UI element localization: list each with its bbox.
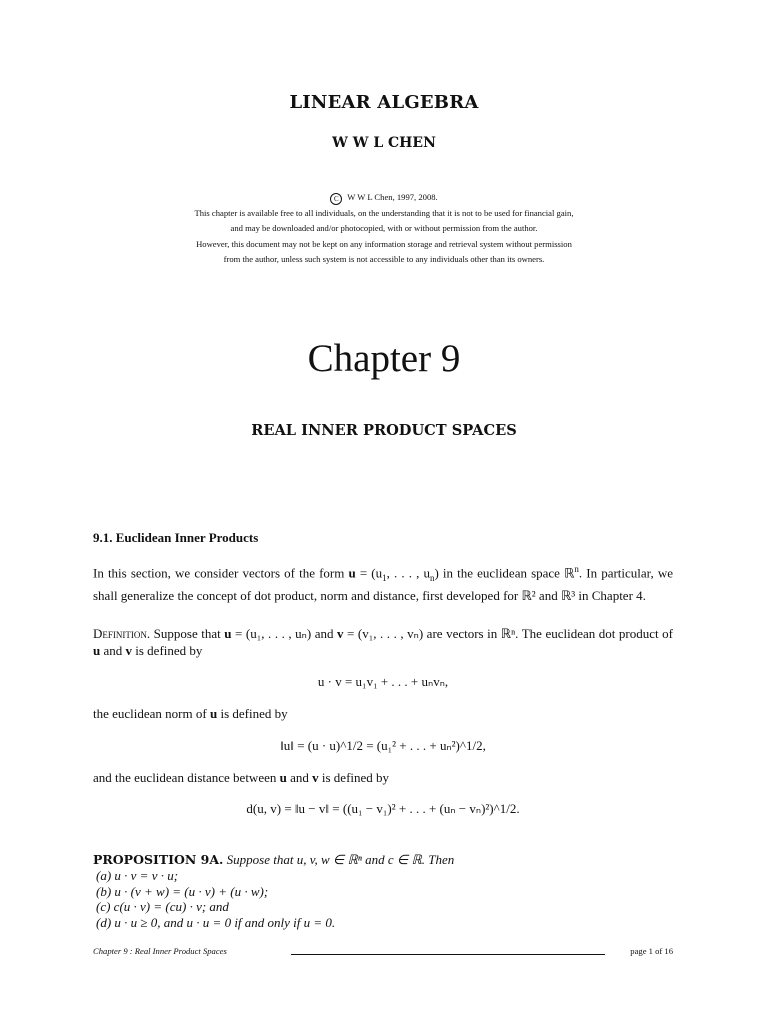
- distance-text-b: and: [286, 770, 313, 785]
- section-heading: 9.1. Euclidean Inner Products: [93, 530, 259, 545]
- proposition-item-c: (c) c(u · v) = (cu) · v; and: [96, 899, 229, 915]
- distance-text-a: and the euclidean distance between: [93, 770, 280, 785]
- definition-text-a: Suppose that: [150, 626, 225, 641]
- definition-label: Definition.: [93, 626, 151, 641]
- notice-line-3: However, this document may not be kept on any information storage and retrieval system without permission: [196, 238, 572, 249]
- para1-text-a: In this section, we consider vectors of the form: [93, 565, 349, 581]
- copyright-text: W W L Chen, 1997, 2008.: [347, 192, 438, 202]
- definition-paragraph: Definition. Suppose that u = (u₁, . . . , uₙ) and v = (v₁, . . . , vₙ) are vectors in ℝⁿ. The euclidean dot product of u and v is defined by: [93, 626, 673, 658]
- definition-text-b: = (u₁, . . . , uₙ) and: [231, 626, 337, 641]
- para1-text-c: , . . . , u: [386, 565, 430, 581]
- proposition-intro: Suppose that u, v, w ∈ ℝⁿ and c ∈ ℝ. Then: [226, 852, 455, 867]
- copyright-notice: [0, 190, 768, 268]
- definition-text-e: is defined by: [132, 643, 203, 658]
- notice-line-4: from the author, unless such system is not accessible to any individuals other than its owners.: [223, 254, 545, 264]
- para1-text-b: = (u: [355, 565, 383, 581]
- page-footer: [93, 946, 673, 960]
- chapter-heading: Chapter 9: [307, 337, 461, 380]
- para1-text-d: ) in the euclidean space ℝ: [434, 565, 575, 581]
- copyright-line: [0, 190, 768, 206]
- intro-paragraph: In this section, we consider vectors of the form $u = (u_1$, . . . , $u_n$) in the euclidean space ℝ$^n$. In particular, we shall generalize the concept of dot product, norm and distance, first developed for ℝ² and ℝ³ in Chapter 4.: [93, 564, 674, 603]
- norm-text-b: is defined by: [217, 706, 288, 721]
- norm-text-a: the euclidean norm of: [93, 706, 210, 721]
- footer-page-number: page 1 of 16: [630, 946, 673, 956]
- footer-chapter-title: Chapter 9 : Real Inner Product Spaces: [93, 946, 227, 956]
- para1-text-e: . In particular, we shall generalize the concept of dot product, norm and distance, first developed for ℝ² and ℝ³ in Chapter 4.: [93, 565, 674, 603]
- footer-rule: [291, 954, 605, 955]
- norm-text: the euclidean norm of u is defined by: [93, 706, 288, 721]
- definition-text-d: and: [100, 643, 126, 658]
- distance-text-c: is defined by: [318, 770, 390, 785]
- proposition-item-d: (d) u · u ≥ 0, and u · u = 0 if and only if u = 0.: [96, 915, 336, 931]
- chapter-subtitle: REAL INNER PRODUCT SPACES: [251, 422, 517, 439]
- dot-product-equation: u · v = u₁v₁ + . . . + uₙvₙ,: [317, 674, 449, 689]
- proposition-label: PROPOSITION 9A.: [93, 852, 224, 867]
- notice-line-2: and may be downloaded and/or photocopied, with or without permission from the author.: [230, 223, 538, 233]
- document-title: LINEAR ALGEBRA: [289, 92, 479, 113]
- norm-equation: ‖u‖ = (u · u)^1/2 = (u₁² + . . . + uₙ²)^1/2,: [280, 738, 486, 753]
- copyright-icon: C: [330, 193, 342, 205]
- distance-equation: d(u, v) = ‖u − v‖ = ((u₁ − v₁)² + . . . + (uₙ − vₙ)²)^1/2.: [246, 801, 520, 816]
- proposition-item-a: (a) u · v = v · u;: [96, 867, 179, 883]
- notice-line-1: This chapter is available free to all individuals, on the understanding that it is not to be used for financial gain,: [194, 207, 574, 218]
- proposition-item-b: (b) u · (v + w) = (u · v) + (u · w);: [96, 883, 269, 899]
- document-author: W W L CHEN: [332, 135, 436, 151]
- proposition-9a: [93, 852, 673, 931]
- definition-text-c: = (v₁, . . . , vₙ) are vectors in ℝⁿ. The euclidean dot product of: [343, 626, 673, 641]
- distance-text: and the euclidean distance between u and v is defined by: [93, 770, 390, 785]
